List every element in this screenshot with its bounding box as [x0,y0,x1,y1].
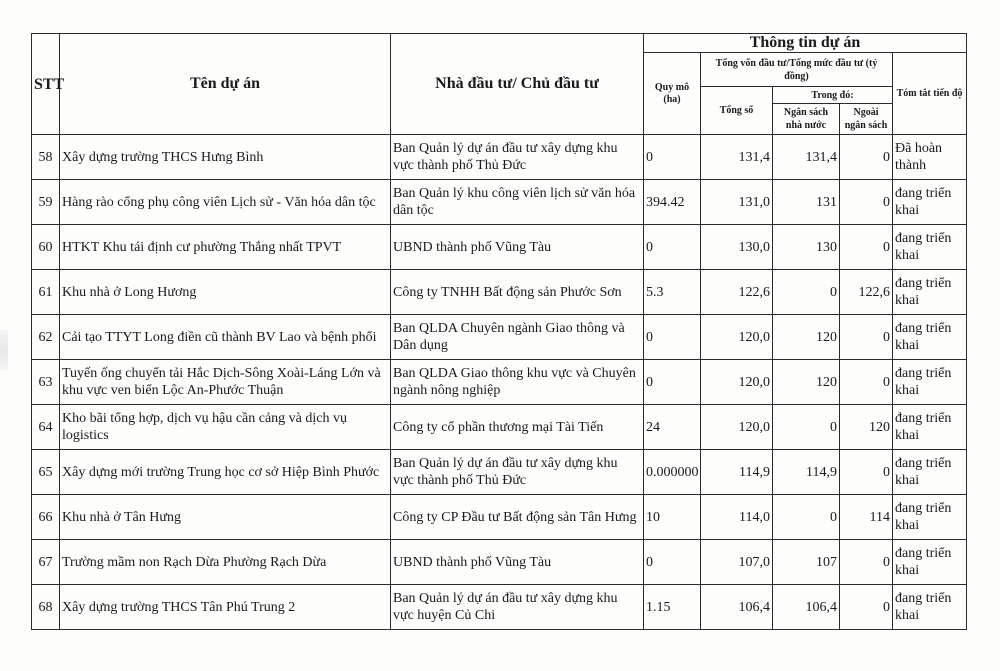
row-project-name: Cải tạo TTYT Long điền cũ thành BV Lao và bệnh phổi [60,315,391,360]
row-stt: 66 [32,495,60,540]
row-non-budget: 0 [840,135,893,180]
row-project-name: Xây dựng mới trường Trung học cơ sở Hiệp Bình Phước [60,450,391,495]
row-state-budget: 107 [773,540,840,585]
project-table [31,33,967,630]
row-project-name: Kho bãi tổng hợp, dịch vụ hậu cần cảng và dịch vụ logistics [60,405,391,450]
row-stt: 58 [32,135,60,180]
table-row [32,495,967,540]
row-scale: 0 [644,360,701,405]
table-row [32,135,967,180]
row-progress: đang triển khai [893,495,967,540]
table-row [32,180,967,225]
header-scale: Quy mô (ha) [644,53,701,135]
row-progress: đang triển khai [893,225,967,270]
row-project-name: Tuyến ống chuyển tải Hắc Dịch-Sông Xoài-Láng Lớn và khu vực ven biển Lộc An-Phước Thuận [60,360,391,405]
table-row [32,315,967,360]
scan-edge [0,330,8,370]
row-project-name: Khu nhà ở Tân Hưng [60,495,391,540]
row-investor: Ban Quản lý khu công viên lịch sử văn hóa dân tộc [391,180,644,225]
row-total: 120,0 [701,360,773,405]
table-row [32,540,967,585]
header-state-budget: Ngân sách nhà nước [773,104,840,135]
row-progress: đang triển khai [893,315,967,360]
table-row [32,450,967,495]
row-scale: 10 [644,495,701,540]
row-investor: Ban QLDA Chuyên ngành Giao thông và Dân dụng [391,315,644,360]
row-state-budget: 130 [773,225,840,270]
row-investor: Công ty TNHH Bất động sản Phước Sơn [391,270,644,315]
row-stt: 65 [32,450,60,495]
header-project-name: Tên dự án [60,34,391,135]
header-project-info: Thông tin dự án [644,34,967,53]
row-progress: đang triển khai [893,450,967,495]
row-scale: 1.15 [644,585,701,630]
table-row [32,270,967,315]
table-row [32,225,967,270]
row-investor: Công ty cổ phần thương mại Tài Tiến [391,405,644,450]
header-investor: Nhà đầu tư/ Chủ đầu tư [391,34,644,135]
table-row [32,405,967,450]
table-row [32,360,967,405]
row-scale: 24 [644,405,701,450]
row-project-name: Khu nhà ở Long Hương [60,270,391,315]
header-total: Tổng số [701,87,773,135]
row-scale: 5.3 [644,270,701,315]
row-non-budget: 0 [840,180,893,225]
row-state-budget: 120 [773,360,840,405]
row-state-budget: 131,4 [773,135,840,180]
row-progress: Đã hoàn thành [893,135,967,180]
row-scale: 0 [644,315,701,360]
row-investor: UBND thành phố Vũng Tàu [391,225,644,270]
row-state-budget: 114,9 [773,450,840,495]
row-non-budget: 0 [840,225,893,270]
row-progress: đang triển khai [893,360,967,405]
row-total: 130,0 [701,225,773,270]
row-investor: Ban Quản lý dự án đầu tư xây dựng khu vực huyện Củ Chi [391,585,644,630]
row-investor: Ban QLDA Giao thông khu vực và Chuyên ngành nông nghiệp [391,360,644,405]
row-non-budget: 122,6 [840,270,893,315]
row-stt: 67 [32,540,60,585]
table-row [32,585,967,630]
row-project-name: Xây dựng trường THCS Tân Phú Trung 2 [60,585,391,630]
row-scale: 0 [644,540,701,585]
row-total: 131,4 [701,135,773,180]
row-total: 120,0 [701,405,773,450]
row-state-budget: 106,4 [773,585,840,630]
row-scale: 0 [644,135,701,180]
header-stt: STT [32,34,60,135]
row-non-budget: 0 [840,360,893,405]
row-stt: 62 [32,315,60,360]
row-state-budget: 0 [773,270,840,315]
row-project-name: HTKT Khu tái định cư phường Thắng nhất TPVT [60,225,391,270]
row-investor: Ban Quản lý dự án đầu tư xây dựng khu vực thành phố Thủ Đức [391,135,644,180]
row-non-budget: 120 [840,405,893,450]
row-project-name: Trường mầm non Rạch Dừa Phường Rạch Dừa [60,540,391,585]
row-total: 114,0 [701,495,773,540]
row-total: 131,0 [701,180,773,225]
row-non-budget: 114 [840,495,893,540]
header-total-capital: Tổng vốn đầu tư/Tổng mức đầu tư (tỷ đồng) [701,53,893,87]
header-non-budget: Ngoài ngân sách [840,104,893,135]
row-progress: đang triển khai [893,180,967,225]
row-investor: UBND thành phố Vũng Tàu [391,540,644,585]
row-total: 120,0 [701,315,773,360]
row-total: 106,4 [701,585,773,630]
row-scale: 394.42 [644,180,701,225]
row-progress: đang triển khai [893,540,967,585]
row-non-budget: 0 [840,450,893,495]
row-stt: 61 [32,270,60,315]
row-stt: 68 [32,585,60,630]
row-total: 107,0 [701,540,773,585]
row-total: 122,6 [701,270,773,315]
header-progress-summary: Tóm tắt tiến độ [893,53,967,135]
header-of-which: Trong đó: [773,87,893,104]
row-state-budget: 0 [773,405,840,450]
row-scale: 0 [644,225,701,270]
row-non-budget: 0 [840,585,893,630]
row-investor: Công ty CP Đầu tư Bất động sản Tân Hưng [391,495,644,540]
row-project-name: Hàng rào cổng phụ công viên Lịch sử - Văn hóa dân tộc [60,180,391,225]
row-progress: đang triển khai [893,585,967,630]
row-progress: đang triển khai [893,270,967,315]
row-investor: Ban Quản lý dự án đầu tư xây dựng khu vực thành phố Thủ Đức [391,450,644,495]
row-progress: đang triển khai [893,405,967,450]
row-non-budget: 0 [840,540,893,585]
row-stt: 63 [32,360,60,405]
row-project-name: Xây dựng trường THCS Hưng Bình [60,135,391,180]
row-stt: 60 [32,225,60,270]
row-state-budget: 120 [773,315,840,360]
row-state-budget: 131 [773,180,840,225]
row-non-budget: 0 [840,315,893,360]
row-stt: 64 [32,405,60,450]
row-state-budget: 0 [773,495,840,540]
row-total: 114,9 [701,450,773,495]
row-scale: 0.000000 [644,450,701,495]
row-stt: 59 [32,180,60,225]
